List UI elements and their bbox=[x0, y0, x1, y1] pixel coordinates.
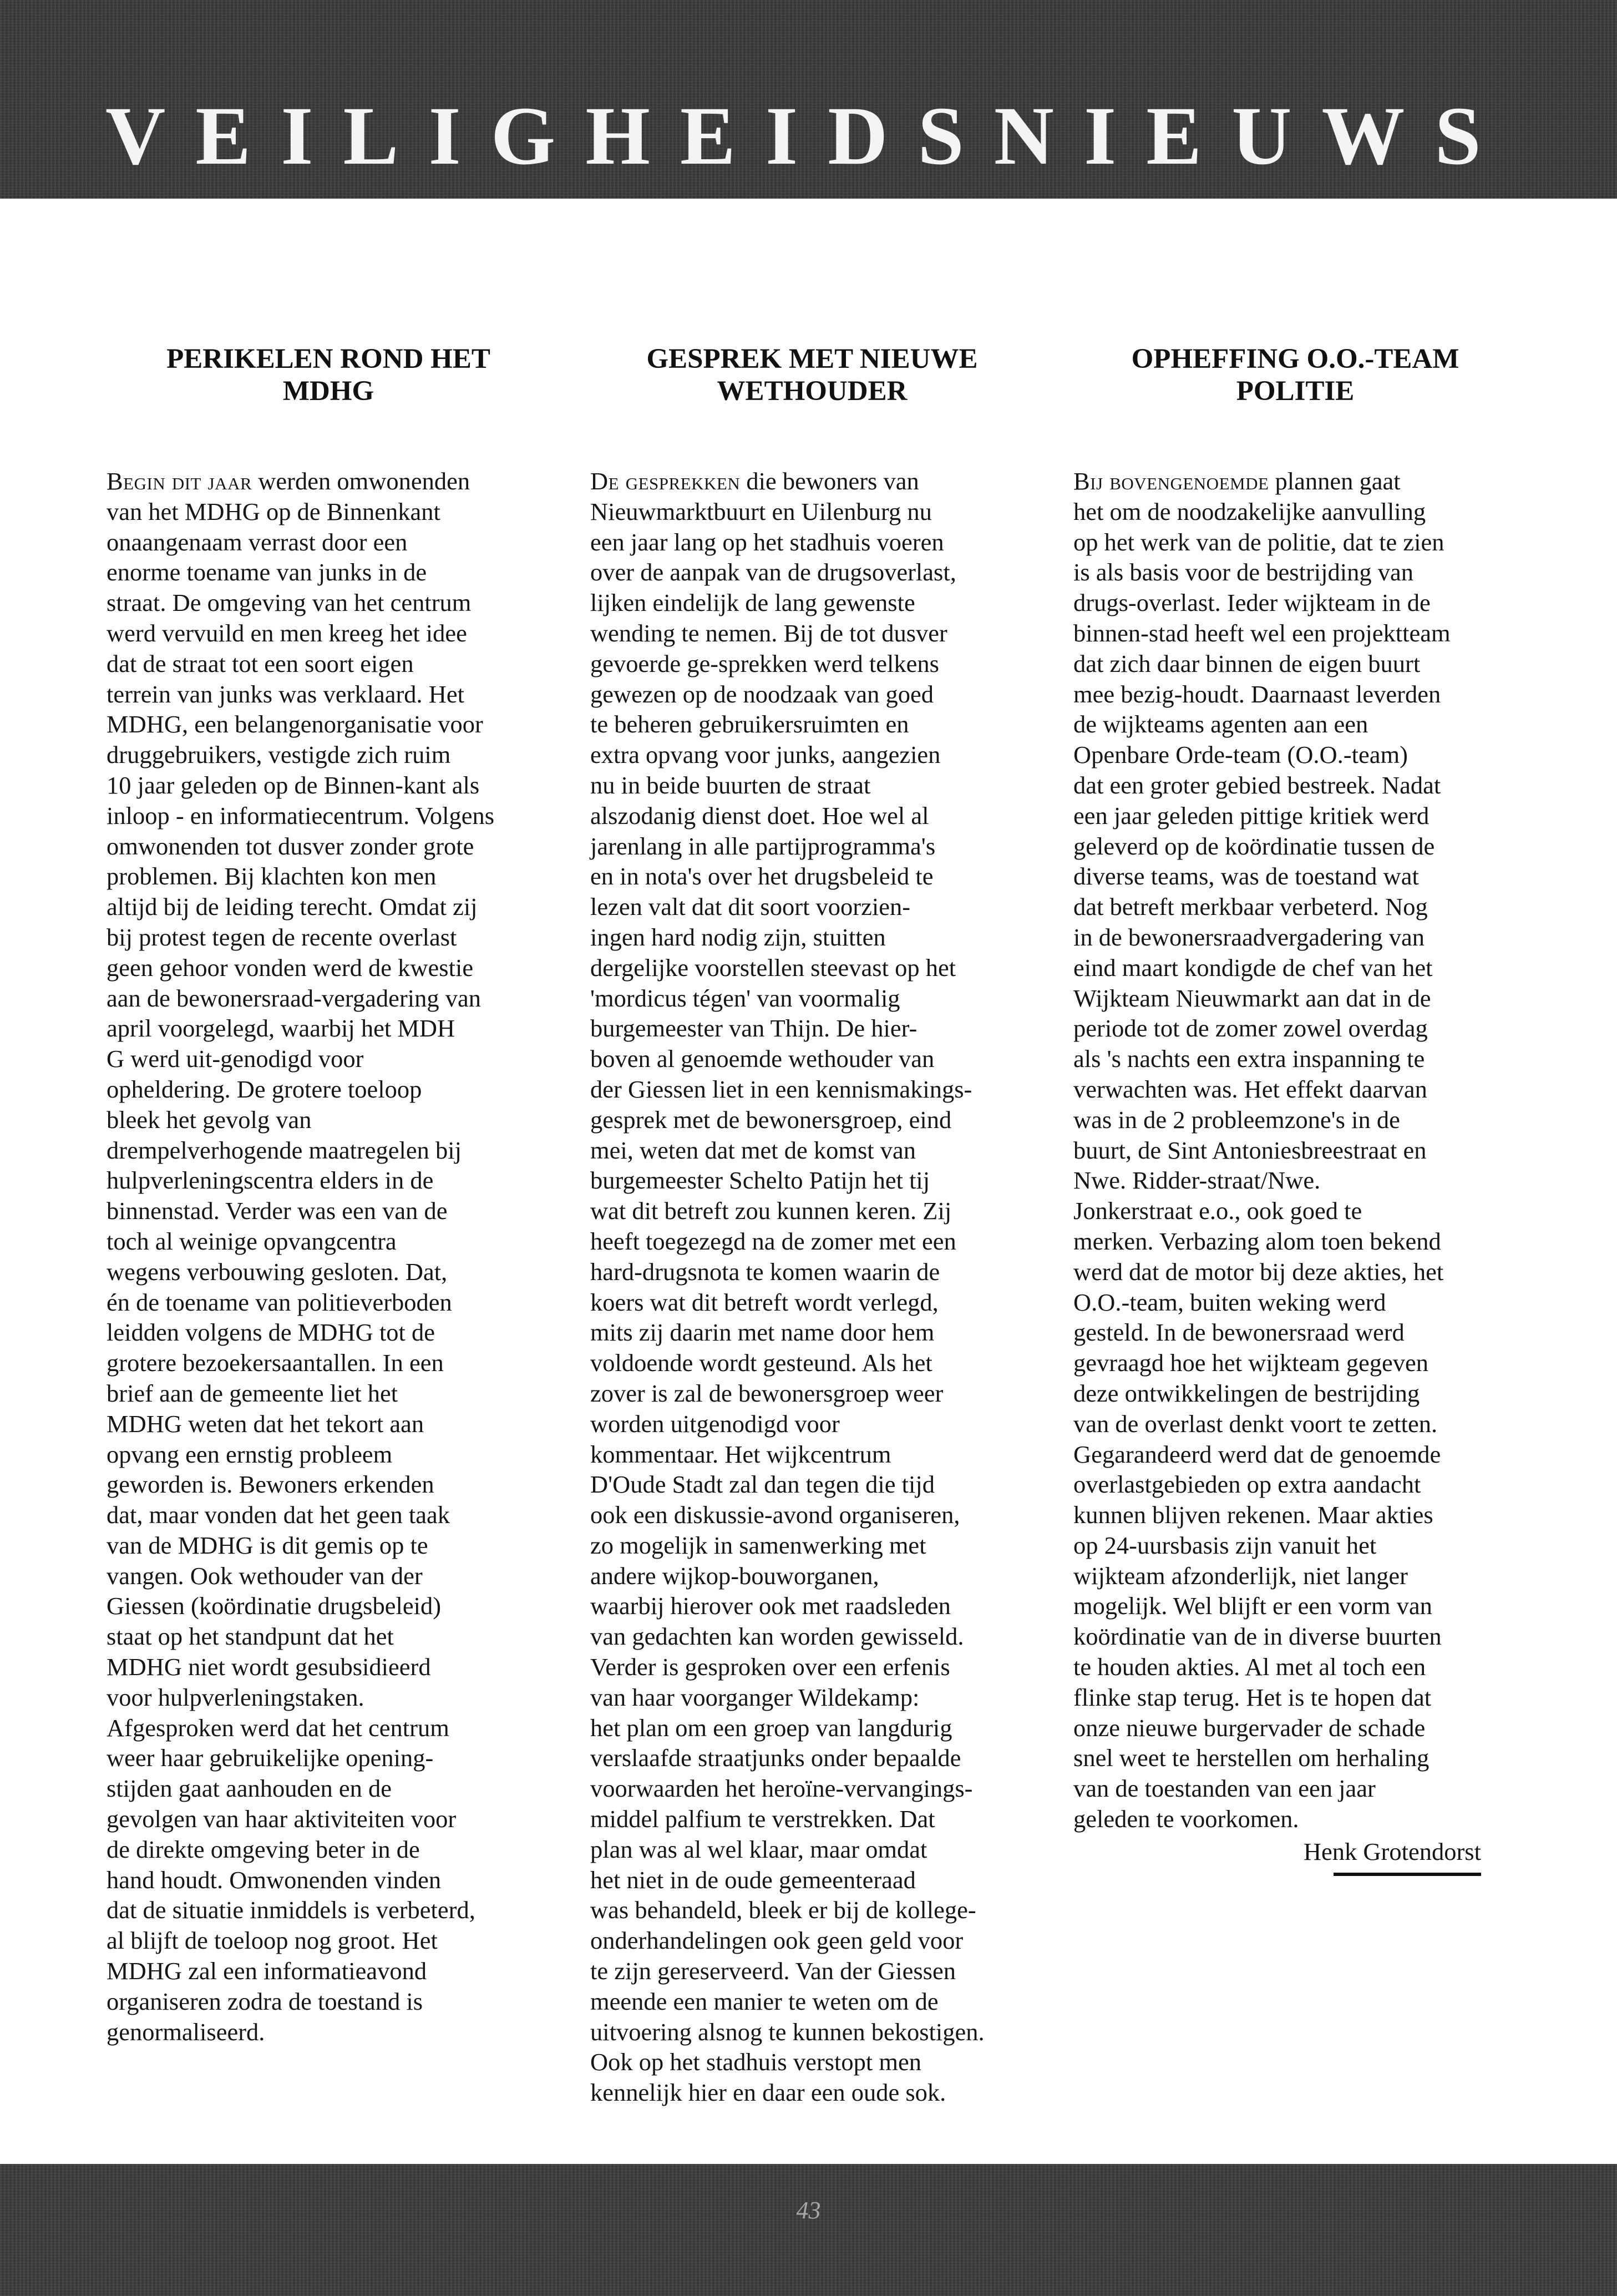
article-line: Ook op het stadhuis verstopt men bbox=[590, 2048, 921, 2076]
article-line: gesprek met de bewonersgroep, eind bbox=[590, 1105, 952, 1134]
masthead-letter: I bbox=[765, 90, 798, 182]
masthead-letter: D bbox=[828, 90, 888, 182]
article-line: hard-drugsnota te komen waarin de bbox=[590, 1257, 940, 1286]
signature-underline bbox=[1334, 1873, 1481, 1876]
article-line: gewezen op de noodzaak van goed bbox=[590, 680, 934, 708]
article-line: vangen. Ook wethouder van der bbox=[107, 1561, 423, 1590]
article-title-line: OPHEFFING O.O.-TEAM bbox=[1131, 343, 1459, 375]
article-line: lezen valt dat dit soort voorzien- bbox=[590, 893, 911, 921]
article-line: buurt, de Sint Antoniesbreestraat en bbox=[1073, 1136, 1427, 1164]
article-line: dat zich daar binnen de eigen buurt bbox=[1073, 649, 1421, 677]
article-line: Nieuwmarktbuurt en Uilenburg nu bbox=[590, 497, 932, 525]
article-line: voorwaarden het heroïne-vervangings- bbox=[590, 1774, 973, 1803]
article-body bbox=[107, 466, 550, 2047]
article-line: mee bezig-houdt. Daarnaast leverden bbox=[1073, 680, 1441, 708]
article-line: gevraagd hoe het wijkteam gegeven bbox=[1073, 1349, 1429, 1377]
article-line: MDHG niet wordt gesubsidieerd bbox=[107, 1653, 431, 1681]
article-line: dat een groter gebied bestreek. Nadat bbox=[1073, 771, 1441, 799]
article-line: burgemeester Schelto Patijn het tij bbox=[590, 1166, 930, 1195]
article-line: inloop - en informatiecentrum. Volgens bbox=[107, 801, 495, 830]
article-line: op het werk van de politie, dat te zien bbox=[1073, 528, 1444, 556]
article-line: Openbare Orde-team (O.O.-team) bbox=[1073, 741, 1408, 769]
article-line: grotere bezoekersaantallen. In een bbox=[107, 1349, 444, 1377]
masthead-letter: S bbox=[1434, 90, 1481, 182]
article-line: van haar voorganger Wildekamp: bbox=[590, 1683, 920, 1711]
article-line: boven al genoemde wethouder van bbox=[590, 1045, 935, 1073]
author-signature: Henk Grotendorst bbox=[1303, 1838, 1481, 1865]
article-line: is als basis voor de bestrijding van bbox=[1073, 558, 1414, 586]
article-line: een jaar lang op het stadhuis voeren bbox=[590, 528, 944, 556]
article-line: dat, maar vonden dat het geen taak bbox=[107, 1501, 450, 1529]
article-line: overlastgebieden op extra aandacht bbox=[1073, 1470, 1421, 1499]
article-line: kunnen blijven rekenen. Maar akties bbox=[1073, 1501, 1433, 1529]
article-line: uitvoering alsnog te kunnen bekostigen. bbox=[590, 2017, 985, 2046]
article-line: meende een manier te weten om de bbox=[590, 1987, 939, 2015]
article-line: wat dit betreft zou kunnen keren. Zij bbox=[590, 1197, 952, 1225]
article-line: MDHG zal een informatieavond bbox=[107, 1957, 427, 1985]
masthead-letter: L bbox=[343, 90, 399, 182]
article-line: binnen-stad heeft wel een projektteam bbox=[1073, 619, 1451, 647]
article-line: zover is zal de bewonersgroep weer bbox=[590, 1379, 944, 1407]
article-line: snel weet te herstellen om herhaling bbox=[1073, 1744, 1430, 1772]
article-line: Gegarandeerd werd dat de genoemde bbox=[1073, 1440, 1441, 1468]
article-line: voldoende wordt gesteund. Als het bbox=[590, 1349, 932, 1377]
article-title-line: WETHOUDER bbox=[717, 376, 908, 407]
article-line: plannen gaat bbox=[1269, 467, 1401, 495]
article-line: was behandeld, bleek er bij de kollege- bbox=[590, 1896, 976, 1924]
article-line: Verder is gesproken over een erfenis bbox=[590, 1653, 950, 1681]
article-lead-in: Begin dit jaar bbox=[107, 467, 252, 495]
article-line: waarbij hierover ook met raadsleden bbox=[590, 1592, 951, 1620]
article-title bbox=[1073, 343, 1517, 407]
article-line: deze ontwikkelingen de bestrijding bbox=[1073, 1379, 1420, 1407]
article-line: koördinatie van de in diverse buurten bbox=[1073, 1622, 1442, 1651]
article-line: van het MDHG op de Binnenkant bbox=[107, 497, 440, 525]
masthead-letter: E bbox=[195, 90, 251, 182]
article-title bbox=[107, 343, 550, 407]
article-line: diverse teams, was de toestand wat bbox=[1073, 862, 1419, 891]
article-line: geleden te voorkomen. bbox=[1073, 1805, 1299, 1833]
article-line: drugs-overlast. Ieder wijkteam in de bbox=[1073, 589, 1431, 617]
article-line: van de overlast denkt voort te zetten. bbox=[1073, 1409, 1438, 1438]
article-line: burgemeester van Thijn. De hier- bbox=[590, 1014, 918, 1043]
masthead-letter: E bbox=[1146, 90, 1202, 182]
article-line: kennelijk hier en daar een oude sok. bbox=[590, 2078, 946, 2107]
article-line: voor hulpverleningstaken. bbox=[107, 1683, 364, 1711]
article-line: extra opvang voor junks, aangezien bbox=[590, 741, 941, 769]
article-line: gevolgen van haar aktiviteiten voor bbox=[107, 1805, 457, 1833]
article-line: periode tot de zomer zowel overdag bbox=[1073, 1014, 1428, 1043]
article-line: MDHG weten dat het tekort aan bbox=[107, 1409, 424, 1438]
article-line: april voorgelegd, waarbij het MDH bbox=[107, 1014, 455, 1043]
article-line: enorme toename van junks in de bbox=[107, 558, 427, 586]
article-line: van de toestanden van een jaar bbox=[1073, 1774, 1376, 1803]
article-line: plan was al wel klaar, maar omdat bbox=[590, 1835, 927, 1863]
article-line: bij protest tegen de recente overlast bbox=[107, 923, 457, 951]
article-line: mogelijk. Wel blijft er een vorm van bbox=[1073, 1592, 1432, 1620]
article-line: aan de bewonersraad-vergadering van bbox=[107, 984, 481, 1012]
masthead-letter: E bbox=[680, 90, 736, 182]
article-line: MDHG, een belangenorganisatie voor bbox=[107, 710, 483, 739]
masthead-letter: I bbox=[281, 90, 313, 182]
article-line: van gedachten kan worden gewisseld. bbox=[590, 1622, 964, 1651]
article-line: ingen hard nodig zijn, stuitten bbox=[590, 923, 886, 951]
article-line: kommentaar. Het wijkcentrum bbox=[590, 1440, 891, 1468]
article-column bbox=[1073, 343, 1517, 1834]
article-line: eind maart kondigde de chef van het bbox=[1073, 953, 1433, 982]
article-line: stijden gaat aanhouden en de bbox=[107, 1774, 392, 1803]
article-line: als 's nachts een extra inspanning te bbox=[1073, 1045, 1425, 1073]
article-line: te houden akties. Al met al toch een bbox=[1073, 1653, 1426, 1681]
article-line: én de toename van politieverboden bbox=[107, 1288, 452, 1316]
article-line: G werd uit-genodigd voor bbox=[107, 1045, 364, 1073]
article-line: verwachten was. Het effekt daarvan bbox=[1073, 1075, 1427, 1103]
article-title bbox=[590, 343, 1034, 407]
article-line: dat de straat tot een soort eigen bbox=[107, 649, 414, 677]
article-line: in de bewonersraadvergadering van bbox=[1073, 923, 1425, 951]
article-line: omwonenden tot dusver zonder grote bbox=[107, 832, 474, 860]
article-line: onaangenaam verrast door een bbox=[107, 528, 408, 556]
article-line: gesteld. In de bewonersraad werd bbox=[1073, 1318, 1405, 1347]
article-line: wegens verbouwing gesloten. Dat, bbox=[107, 1257, 448, 1286]
article-body bbox=[1073, 466, 1517, 1834]
article-line: brief aan de gemeente liet het bbox=[107, 1379, 398, 1407]
article-line: terrein van junks was verklaard. Het bbox=[107, 680, 465, 708]
masthead-title bbox=[105, 89, 1481, 183]
article-title-line: MDHG bbox=[282, 376, 374, 407]
article-line: merken. Verbazing alom toen bekend bbox=[1073, 1227, 1441, 1255]
article-line: alszodanig dienst doet. Hoe wel al bbox=[590, 801, 929, 830]
article-line: staat op het standpunt dat het bbox=[107, 1622, 394, 1651]
article-line: geleverd op de koördinatie tussen de bbox=[1073, 832, 1435, 860]
article-line: drempelverhogende maatregelen bij bbox=[107, 1136, 462, 1164]
article-line: Nwe. Ridder-straat/Nwe. bbox=[1073, 1166, 1321, 1195]
article-line: van de MDHG is dit gemis op te bbox=[107, 1531, 428, 1559]
article-line: te zijn gereserveerd. Van der Giessen bbox=[590, 1957, 956, 1985]
article-line: werd vervuild en men kreeg het idee bbox=[107, 619, 467, 647]
article-line: dat de situatie inmiddels is verbeterd, bbox=[107, 1896, 475, 1924]
article-line: lijken eindelijk de lang gewenste bbox=[590, 589, 915, 617]
article-line: Afgesproken werd dat het centrum bbox=[107, 1713, 449, 1742]
masthead-letter: U bbox=[1231, 90, 1292, 182]
masthead-letter: V bbox=[105, 90, 166, 182]
article-line: Jonkerstraat e.o., ook goed te bbox=[1073, 1197, 1362, 1225]
article-line: problemen. Bij klachten kon men bbox=[107, 862, 437, 891]
article-body bbox=[590, 466, 1034, 2108]
article-line: het om de noodzakelijke aanvulling bbox=[1073, 497, 1426, 525]
article-line: onze nieuwe burgervader de schade bbox=[1073, 1713, 1426, 1742]
article-title-line: GESPREK MET NIEUWE bbox=[646, 343, 978, 375]
article-title-line: PERIKELEN ROND HET bbox=[166, 343, 490, 375]
article-line: werden omwonenden bbox=[252, 467, 470, 495]
article-line: Wijkteam Nieuwmarkt aan dat in de bbox=[1073, 984, 1431, 1012]
article-line: leidden volgens de MDHG tot de bbox=[107, 1318, 435, 1347]
article-line: dergelijke voorstellen steevast op het bbox=[590, 953, 956, 982]
article-line: gevoerde ge-sprekken werd telkens bbox=[590, 649, 939, 677]
footer-band bbox=[0, 2164, 1617, 2296]
article-line: zo mogelijk in samenwerking met bbox=[590, 1531, 926, 1559]
article-line: de direkte omgeving beter in de bbox=[107, 1835, 420, 1863]
article-line: werd dat de motor bij deze akties, het bbox=[1073, 1257, 1444, 1286]
article-line: hulpverleningscentra elders in de bbox=[107, 1166, 434, 1195]
article-line: was in de 2 probleemzone's in de bbox=[1073, 1105, 1400, 1134]
article-line: mits zij daarin met name door hem bbox=[590, 1318, 935, 1347]
article-line: en in nota's over het drugsbeleid te bbox=[590, 862, 934, 891]
article-line: opvang een ernstig probleem bbox=[107, 1440, 393, 1468]
article-line: heeft toegezegd na de zomer met een bbox=[590, 1227, 956, 1255]
article-line: opheldering. De grotere toeloop bbox=[107, 1075, 422, 1103]
masthead-letter: G bbox=[490, 90, 556, 182]
masthead-letter: W bbox=[1321, 90, 1405, 182]
article-line: mei, weten dat met de komst van bbox=[590, 1136, 916, 1164]
article-line: bleek het gevolg van bbox=[107, 1105, 312, 1134]
article-line: D'Oude Stadt zal dan tegen die tijd bbox=[590, 1470, 935, 1499]
article-line: organiseren zodra de toestand is bbox=[107, 1987, 423, 2015]
article-line: genormaliseerd. bbox=[107, 2017, 265, 2046]
article-line: flinke stap terug. Het is te hopen dat bbox=[1073, 1683, 1432, 1711]
masthead-letter: N bbox=[993, 90, 1055, 182]
article-line: der Giessen liet in een kennismakings- bbox=[590, 1075, 972, 1103]
article-line: het niet in de oude gemeenteraad bbox=[590, 1865, 916, 1894]
article-line: koers wat dit betreft wordt verlegd, bbox=[590, 1288, 939, 1316]
article-line: dat betreft merkbaar verbeterd. Nog bbox=[1073, 893, 1428, 921]
article-line: te beheren gebruikersruimten en bbox=[590, 710, 909, 739]
article-line: ook een diskussie-avond organiseren, bbox=[590, 1501, 960, 1529]
article-line: nu in beide buurten de straat bbox=[590, 771, 871, 799]
article-line: al blijft de toeloop nog groot. Het bbox=[107, 1926, 438, 1955]
article-line: weer haar gebruikelijke opening- bbox=[107, 1744, 434, 1772]
article-column bbox=[590, 343, 1034, 2108]
article-line: toch al weinige opvangcentra bbox=[107, 1227, 397, 1255]
article-line: een jaar geleden pittige kritiek werd bbox=[1073, 801, 1430, 830]
article-line: druggebruikers, vestigde zich ruim bbox=[107, 741, 451, 769]
article-line: andere wijkop-bouworganen, bbox=[590, 1561, 879, 1590]
article-line: die bewoners van bbox=[740, 467, 919, 495]
page-number: 43 bbox=[796, 2197, 821, 2224]
article-line: onderhandelingen ook geen geld voor bbox=[590, 1926, 964, 1955]
article-line: 'mordicus tégen' van voormalig bbox=[590, 984, 900, 1012]
article-line: hand houdt. Omwonenden vinden bbox=[107, 1865, 442, 1894]
article-lead-in: De gesprekken bbox=[590, 467, 741, 495]
article-column bbox=[107, 343, 550, 2047]
masthead-letter: H bbox=[585, 90, 651, 182]
article-line: worden uitgenodigd voor bbox=[590, 1409, 840, 1438]
article-line: over de aanpak van de drugsoverlast, bbox=[590, 558, 956, 586]
masthead-letter: I bbox=[1083, 90, 1117, 182]
article-line: O.O.-team, buiten weking werd bbox=[1073, 1288, 1386, 1316]
article-line: jarenlang in alle partijprogramma's bbox=[590, 832, 936, 860]
article-line: verslaafde straatjunks onder bepaalde bbox=[590, 1744, 961, 1772]
article-line: Giessen (koördinatie drugsbeleid) bbox=[107, 1592, 442, 1620]
article-title-line: POLITIE bbox=[1236, 376, 1355, 407]
article-line: altijd bij de leiding terecht. Omdat zij bbox=[107, 893, 478, 921]
article-line: wending te nemen. Bij de tot dusver bbox=[590, 619, 947, 647]
article-line: straat. De omgeving van het centrum bbox=[107, 589, 472, 617]
article-line: geworden is. Bewoners erkenden bbox=[107, 1470, 434, 1499]
masthead-letter: S bbox=[918, 90, 964, 182]
article-lead-in: Bij bovengenoemde bbox=[1073, 467, 1269, 495]
article-line: wijkteam afzonderlijk, niet langer bbox=[1073, 1561, 1408, 1590]
masthead-letter: I bbox=[428, 90, 461, 182]
article-line: 10 jaar geleden op de Binnen-kant als bbox=[107, 771, 480, 799]
article-line: het plan om een groep van langdurig bbox=[590, 1713, 952, 1742]
article-line: geen gehoor vonden werd de kwestie bbox=[107, 953, 474, 982]
article-line: de wijkteams agenten aan een bbox=[1073, 710, 1368, 739]
article-line: op 24-uursbasis zijn vanuit het bbox=[1073, 1531, 1377, 1559]
article-line: middel palfium te verstrekken. Dat bbox=[590, 1805, 935, 1833]
article-line: binnenstad. Verder was een van de bbox=[107, 1197, 448, 1225]
